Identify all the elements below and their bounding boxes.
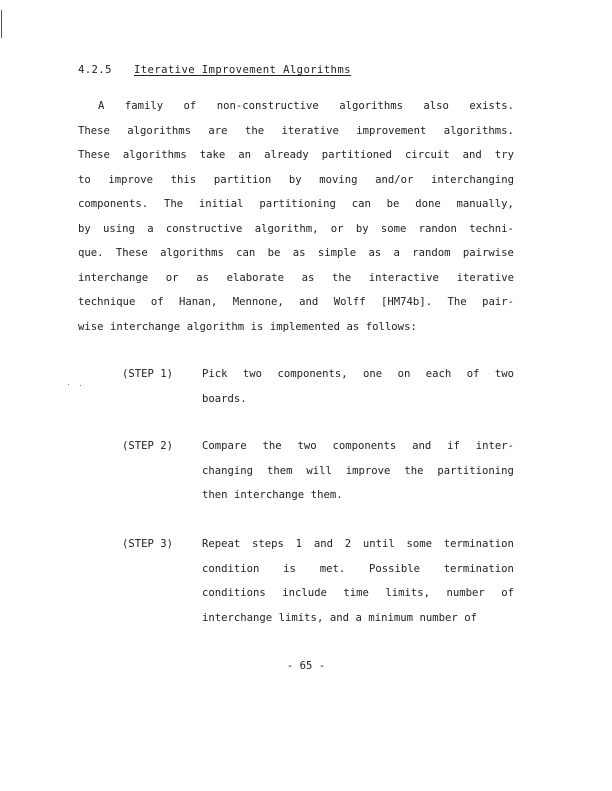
word: by <box>355 222 369 235</box>
text-line <box>78 290 514 315</box>
word: The <box>163 198 184 210</box>
word: them. <box>310 489 343 501</box>
word: two <box>494 368 514 380</box>
word: is <box>283 562 296 575</box>
word: of <box>466 368 480 380</box>
word: as <box>196 271 209 284</box>
word: non-constructive <box>216 100 319 112</box>
word: of <box>464 611 478 624</box>
word: of <box>183 100 197 112</box>
word: inter- <box>475 440 514 452</box>
word: 2 <box>344 538 352 550</box>
text-line <box>202 606 514 631</box>
text-line <box>202 387 514 412</box>
word: take <box>199 149 226 161</box>
word: wise <box>78 320 104 333</box>
word: also <box>423 100 449 112</box>
scan-speck <box>68 384 82 386</box>
word: interchange <box>202 611 273 624</box>
word: algorithms. <box>443 124 514 137</box>
word: partitioning <box>437 464 514 477</box>
word: of <box>501 587 514 599</box>
word: Compare <box>202 440 247 452</box>
word: two <box>297 440 317 452</box>
word: randon <box>418 222 457 235</box>
step-text <box>202 362 514 411</box>
word: algorithm, <box>254 222 319 235</box>
word: met. <box>319 562 346 575</box>
word: already <box>264 149 309 161</box>
text-line <box>78 119 514 144</box>
text-line <box>202 434 514 459</box>
step-label: (STEP 2) <box>122 440 174 452</box>
word: until <box>362 538 395 550</box>
word: this <box>170 173 197 186</box>
body-paragraph <box>78 94 514 339</box>
word: by <box>288 173 302 186</box>
word: try <box>494 149 514 161</box>
word: elaborate <box>226 271 284 284</box>
word: components <box>332 440 397 452</box>
word: a <box>393 247 400 259</box>
word: and <box>412 440 432 452</box>
text-line <box>202 362 514 387</box>
word: the <box>404 464 424 477</box>
word: Possible <box>368 562 421 575</box>
word: Pick <box>202 368 228 380</box>
word: Repeat <box>202 538 241 550</box>
word: improve <box>345 464 391 477</box>
word: if <box>447 440 460 452</box>
word: conditions <box>202 587 266 599</box>
word: boards. <box>202 392 247 405</box>
word: constructive <box>165 222 243 235</box>
word: of <box>150 296 164 308</box>
word: A <box>98 100 105 112</box>
word: These <box>78 124 110 137</box>
word: as <box>368 247 382 259</box>
word: Wolff <box>333 296 366 308</box>
word: include <box>282 587 327 599</box>
word: some <box>406 538 432 550</box>
word: minimum <box>368 611 414 624</box>
word: or <box>165 271 179 284</box>
word: interactive <box>368 271 439 284</box>
word: pair- <box>482 296 514 308</box>
word: Hanan, <box>179 296 218 308</box>
word: partition <box>213 173 272 186</box>
word: interchanging <box>431 173 514 186</box>
word: algorithms <box>127 124 192 137</box>
word: partitioning <box>259 198 336 210</box>
word: Mennone, <box>232 296 284 308</box>
word: the <box>262 440 282 452</box>
word: a <box>355 611 362 624</box>
word: an <box>238 149 252 161</box>
word: algorithms <box>122 149 187 161</box>
word: as <box>292 247 306 259</box>
word: then <box>202 489 228 501</box>
word: limits, <box>385 587 431 599</box>
word: termination <box>443 538 514 550</box>
word: [HM74b]. <box>381 296 433 308</box>
word: and/or <box>375 173 414 186</box>
word: as <box>346 320 360 333</box>
word: one <box>363 368 383 380</box>
word: 1 <box>295 538 303 550</box>
text-line <box>78 192 514 217</box>
word: will <box>306 464 332 477</box>
word: circuit <box>404 149 450 161</box>
step-text <box>202 434 514 508</box>
word: random <box>412 247 451 259</box>
word: is <box>250 320 264 333</box>
word: partitioned <box>321 149 392 161</box>
text-line <box>202 581 514 606</box>
step-text <box>202 532 514 630</box>
word: algorithm <box>186 320 245 333</box>
word: number <box>446 587 485 599</box>
word: family <box>124 100 164 112</box>
word: changing <box>202 464 254 477</box>
word: and <box>299 296 319 308</box>
word: exists. <box>469 100 514 112</box>
word: components. <box>78 198 149 210</box>
word: moving <box>319 173 358 186</box>
word: the <box>332 271 352 284</box>
word: algorithms <box>160 247 224 259</box>
word: and <box>462 149 482 161</box>
word: the <box>244 124 265 137</box>
word: be <box>386 198 400 210</box>
word: limits, <box>278 611 324 624</box>
scan-edge-mark <box>1 10 2 38</box>
word: using <box>103 222 135 235</box>
word: them <box>266 464 293 477</box>
word: improve <box>108 173 154 186</box>
word: by <box>78 222 91 235</box>
section-heading <box>78 64 351 76</box>
word: techni- <box>469 222 514 235</box>
word: interchange <box>110 320 181 333</box>
text-line <box>202 532 514 557</box>
word: termination <box>443 562 514 575</box>
text-line <box>78 217 514 242</box>
word: each <box>425 368 452 380</box>
step-label: (STEP 1) <box>122 368 174 380</box>
text-line <box>78 94 514 119</box>
word: manually, <box>456 198 514 210</box>
word: technique <box>78 296 136 308</box>
word: can <box>236 247 256 259</box>
word: implemented <box>269 320 341 333</box>
word: iterative <box>456 271 514 284</box>
text-line <box>202 459 514 484</box>
word: improvement <box>356 124 427 137</box>
word: are <box>208 124 228 137</box>
word: be <box>267 247 281 259</box>
word: components, <box>277 368 348 380</box>
word: or <box>330 222 344 235</box>
word: time <box>343 587 369 599</box>
text-line <box>202 557 514 582</box>
word: and <box>313 538 333 550</box>
word: These <box>115 247 148 259</box>
word: can <box>351 198 371 210</box>
word: initial <box>198 198 244 210</box>
word: algorithms <box>339 100 403 112</box>
word: a <box>147 222 154 235</box>
step-label: (STEP 3) <box>122 538 174 550</box>
word: on <box>397 368 411 380</box>
text-line <box>78 315 514 340</box>
word: condition <box>202 562 260 575</box>
text-line <box>78 143 514 168</box>
word: The <box>447 296 467 308</box>
section-title: Iterative Improvement Algorithms <box>134 64 351 76</box>
word: done <box>415 198 441 210</box>
text-line <box>78 266 514 291</box>
word: some <box>380 222 407 235</box>
word: number <box>419 611 458 624</box>
word: interchange <box>234 489 305 501</box>
word: interchange <box>78 271 149 284</box>
page-number: - 65 - <box>286 660 326 672</box>
word: as <box>301 271 315 284</box>
word: que. <box>78 247 104 259</box>
text-line <box>202 483 514 508</box>
word: to <box>78 173 91 186</box>
word: and <box>329 611 349 624</box>
word: pairwise <box>462 247 514 259</box>
word: two <box>242 368 263 380</box>
text-line <box>78 168 514 193</box>
word: These <box>78 149 110 161</box>
word: simple <box>317 247 357 259</box>
word: follows: <box>365 320 417 333</box>
text-line <box>78 241 514 266</box>
section-number: 4.2.5 <box>78 64 112 76</box>
word: iterative <box>281 124 339 137</box>
word: steps <box>252 538 284 550</box>
